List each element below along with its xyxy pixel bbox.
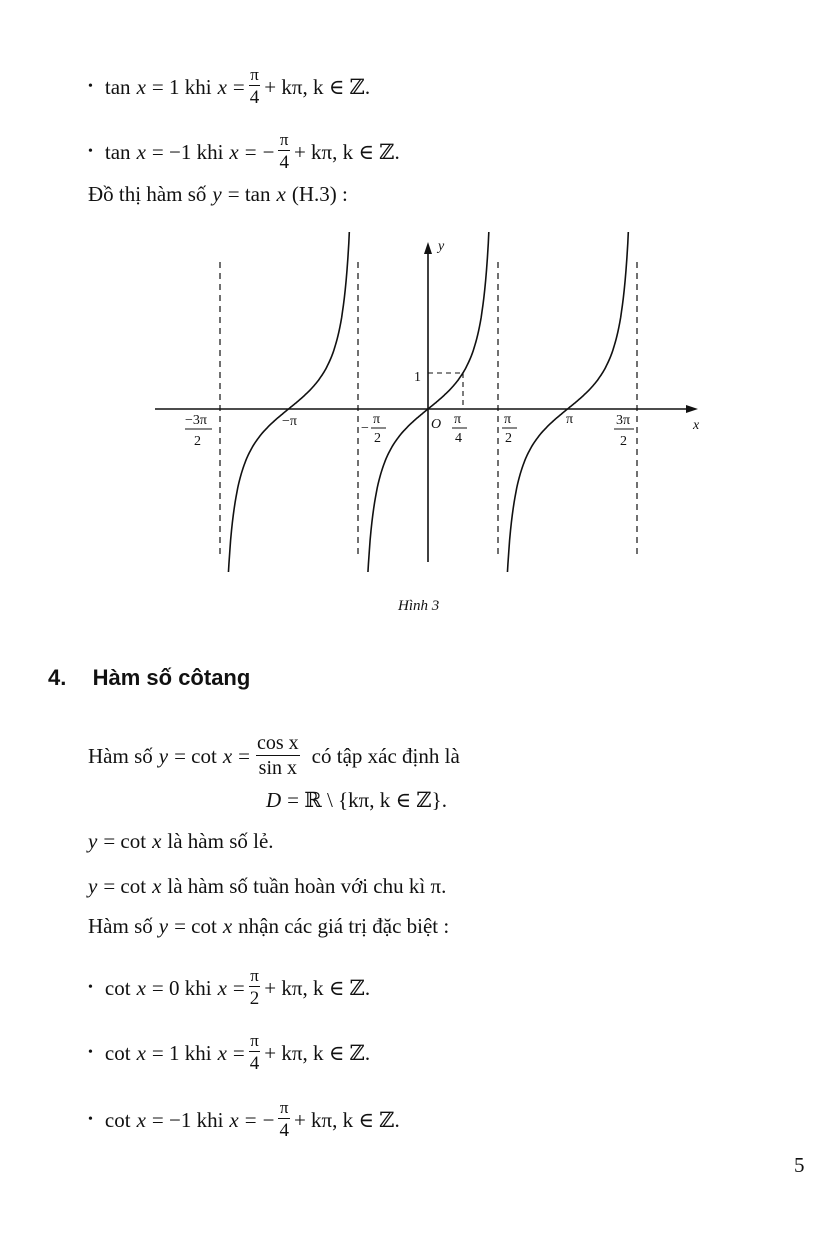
- numerator: π: [279, 1098, 289, 1117]
- var-y: y: [158, 743, 169, 768]
- pi-over-4-num: π: [454, 412, 462, 427]
- pi-over-2-num-neg: π: [373, 412, 381, 427]
- y-axis-arrow: [424, 242, 432, 254]
- equals: =: [232, 74, 245, 99]
- var-y: y: [88, 874, 98, 898]
- den-4-label: 4: [455, 431, 462, 446]
- tan-branch-left: [226, 232, 350, 572]
- minus-3pi-label: −3π: [185, 413, 207, 428]
- equals: =: [244, 1107, 257, 1132]
- section-title: Hàm số côtang: [92, 665, 251, 690]
- fn-name: cot: [104, 1107, 131, 1132]
- domain-symbol: D: [266, 788, 282, 812]
- var-y: y: [88, 829, 98, 853]
- condition: = −1 khi: [151, 139, 224, 164]
- page-number: 5: [794, 1153, 805, 1177]
- intro-text: Đồ thị hàm số: [88, 182, 207, 206]
- property-text: là hàm số lẻ.: [167, 829, 274, 853]
- period-term: + kπ, k ∈ ℤ.: [293, 1107, 400, 1132]
- tan-value-1: [88, 66, 370, 107]
- definition-suffix: có tập xác định là: [311, 743, 460, 768]
- var-x: x: [276, 182, 286, 206]
- equation: = cot: [103, 829, 147, 853]
- var-x: x: [217, 975, 227, 1000]
- denominator: 2: [249, 988, 260, 1009]
- bullet: •: [88, 979, 93, 995]
- var-y: y: [212, 182, 222, 206]
- minus-sign-label: −: [361, 421, 369, 436]
- var-x: x: [136, 1107, 146, 1132]
- den-2-label-neg: 2: [374, 431, 381, 446]
- bullet: •: [88, 143, 93, 159]
- var-x: x: [136, 74, 146, 99]
- var-x: x: [217, 74, 227, 99]
- fraction: [278, 1099, 290, 1140]
- equals: =: [238, 743, 250, 768]
- condition: = −1 khi: [151, 1107, 224, 1132]
- period-term: + kπ, k ∈ ℤ.: [264, 975, 371, 1000]
- period-term: + kπ, k ∈ ℤ.: [293, 139, 400, 164]
- property-text: là hàm số tuần hoàn với chu kì π.: [167, 874, 447, 898]
- pi-over-2-num: π: [504, 412, 512, 427]
- figure-ref: (H.3) :: [291, 182, 348, 206]
- fn-name: tan: [104, 139, 131, 164]
- cot-definition: [88, 733, 460, 778]
- condition: = 1 khi: [151, 74, 212, 99]
- var-x: x: [217, 1040, 227, 1065]
- cot-domain: [266, 788, 447, 812]
- pi-label: π: [566, 412, 574, 427]
- cot-value-1: [88, 967, 370, 1008]
- equation: = tan: [227, 182, 271, 206]
- period-term: + kπ, k ∈ ℤ.: [264, 74, 371, 99]
- cot-value-3: [88, 1099, 400, 1140]
- minus-pi-label: −π: [282, 414, 297, 429]
- fraction: [249, 1032, 261, 1073]
- pi-over-4-guide: [428, 373, 463, 409]
- cot-odd: [88, 829, 274, 853]
- fn-name: cot: [104, 1040, 131, 1065]
- den-2-label: 2: [194, 434, 201, 449]
- var-x: x: [222, 743, 233, 768]
- den-2-label-pos: 2: [505, 431, 512, 446]
- bullet: •: [88, 1111, 93, 1127]
- x-axis-label: x: [693, 418, 700, 433]
- three-pi-label: 3π: [616, 413, 631, 428]
- numerator: cos x: [257, 732, 299, 754]
- var-x: x: [152, 874, 162, 898]
- tan-branch-right: [505, 232, 629, 572]
- denominator: 4: [279, 152, 289, 173]
- denominator: 4: [249, 87, 260, 108]
- var-x: x: [152, 829, 162, 853]
- definition-prefix: Hàm số: [88, 743, 153, 768]
- equation: = cot: [174, 914, 217, 938]
- figure-caption: Hình 3: [398, 598, 440, 614]
- var-x: x: [229, 1107, 239, 1132]
- fraction: [249, 967, 261, 1008]
- section-heading: [48, 665, 250, 691]
- equals: =: [244, 139, 257, 164]
- var-x: x: [229, 139, 239, 164]
- fn-name: tan: [104, 74, 131, 99]
- origin-label: O: [431, 417, 442, 432]
- intro-suffix: nhận các giá trị đặc biệt :: [238, 914, 450, 938]
- numerator: π: [250, 966, 259, 985]
- fn-name: cot: [104, 975, 131, 1000]
- condition: = 0 khi: [151, 975, 212, 1000]
- var-x: x: [136, 139, 146, 164]
- numerator: π: [250, 65, 259, 84]
- equation: = cot: [174, 743, 217, 768]
- one-label: 1: [414, 370, 421, 385]
- bullet: •: [88, 78, 93, 94]
- tan-graph-figure: [150, 232, 710, 572]
- sign: −: [262, 139, 275, 164]
- equals: =: [232, 1040, 245, 1065]
- denominator: 4: [279, 1120, 289, 1141]
- cot-special-intro: [88, 914, 449, 938]
- var-x: x: [222, 914, 233, 938]
- numerator: π: [250, 1031, 259, 1050]
- condition: = 1 khi: [151, 1040, 212, 1065]
- graph-intro: [88, 182, 348, 206]
- y-axis-label: y: [438, 239, 445, 254]
- numerator: π: [279, 130, 289, 149]
- intro-prefix: Hàm số: [88, 914, 153, 938]
- bullet: •: [88, 1044, 93, 1060]
- section-number: 4.: [48, 665, 67, 690]
- den-2-label-right: 2: [620, 434, 627, 449]
- equation: = cot: [103, 874, 147, 898]
- var-x: x: [136, 1040, 146, 1065]
- cot-value-2: [88, 1032, 370, 1073]
- cot-periodic: [88, 874, 446, 898]
- cos-over-sin-fraction: [254, 733, 302, 778]
- equals: =: [232, 975, 245, 1000]
- denominator: sin x: [256, 755, 300, 778]
- domain-set: = ℝ \ {kπ, k ∈ ℤ}.: [287, 788, 447, 812]
- sign: −: [262, 1107, 275, 1132]
- var-x: x: [136, 975, 146, 1000]
- x-axis-arrow: [686, 405, 698, 413]
- fraction: [278, 131, 290, 172]
- fraction: [249, 66, 261, 107]
- period-term: + kπ, k ∈ ℤ.: [264, 1040, 371, 1065]
- tan-value-2: [88, 131, 400, 172]
- denominator: 4: [249, 1053, 260, 1074]
- var-y: y: [158, 914, 169, 938]
